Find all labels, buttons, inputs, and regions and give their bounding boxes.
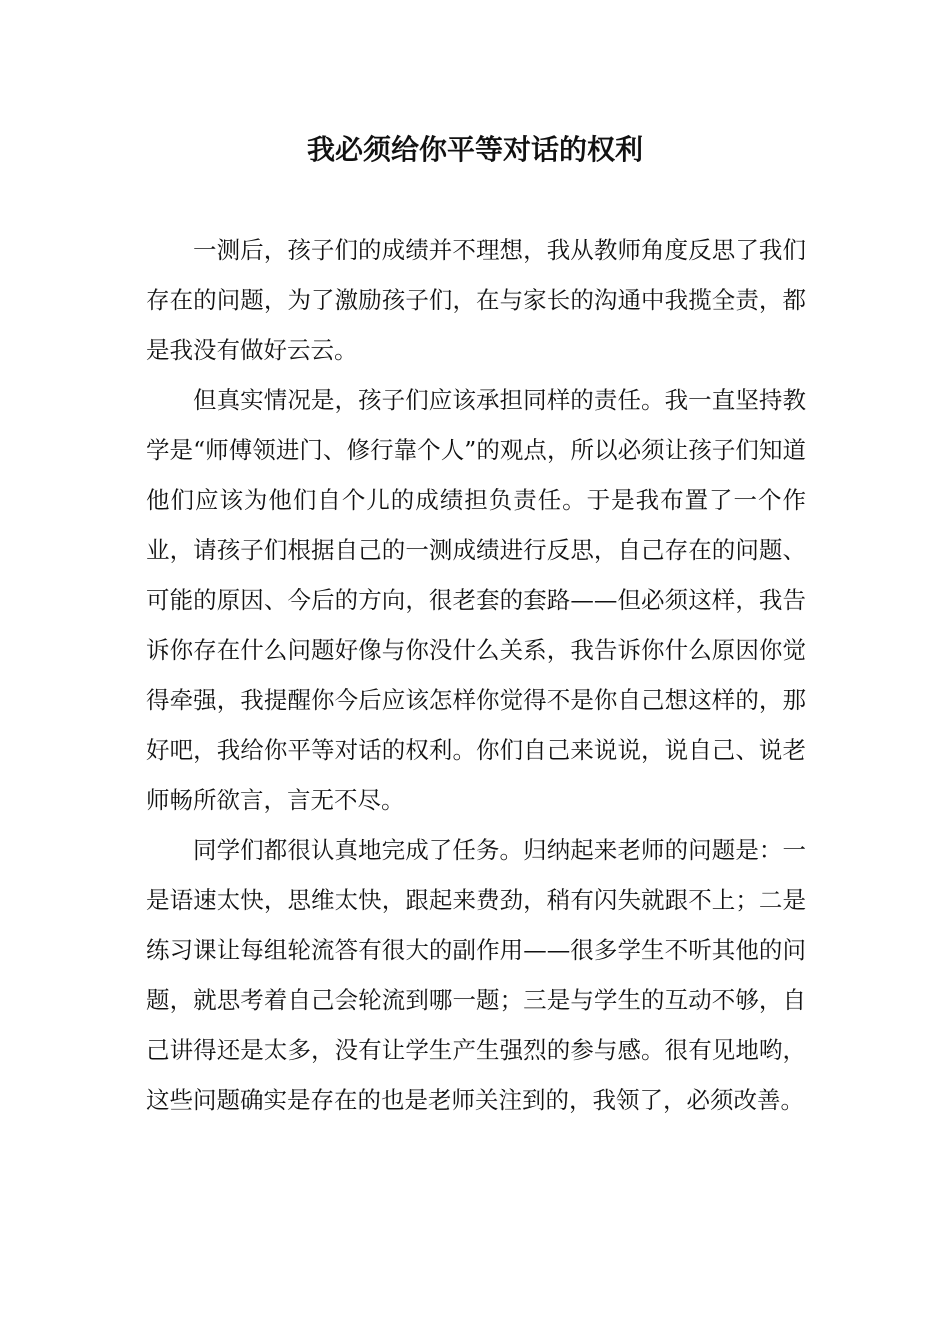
- paragraph-3: 同学们都很认真地完成了任务。归纳起来老师的问题是：一是语速太快，思维太快，跟起来费劲，稍有闪失就跟不上；二是练习课让每组轮流答有很大的副作用——很多学生不听其他的问题，就思考着自己会轮流到哪一题；三是与学生的互动不够，自己讲得还是太多，没有让学生产生强烈的参与感。很有见地哟，这些问题确实是存在的也是老师关注到的，我领了，必须改善。: [146, 836, 806, 1114]
- paragraph-2: 但真实情况是，孩子们应该承担同样的责任。我一直坚持教学是“师傅领进门、修行靠个人”的观点，所以必须让孩子们知道他们应该为他们自个儿的成绩担负责任。于是我布置了一个作业，请孩子们根据自己的一测成绩进行反思，自己存在的问题、可能的原因、今后的方向，很老套的套路——但必须这样，我告诉你存在什么问题好像与你没什么关系，我告诉你什么原因你觉得牵强，我提醒你今后应该怎样你觉得不是你自己想这样的，那好吧，我给你平等对话的权利。你们自己来说说，说自己、说老师畅所欲言，言无不尽。: [146, 386, 806, 814]
- document-title: 我必须给你平等对话的权利: [306, 133, 643, 166]
- paragraph-1: 一测后，孩子们的成绩并不理想，我从教师角度反思了我们存在的问题，为了激励孩子们，在与家长的沟通中我揽全责，都是我没有做好云云。: [146, 236, 806, 364]
- document-body: [146, 225, 806, 1125]
